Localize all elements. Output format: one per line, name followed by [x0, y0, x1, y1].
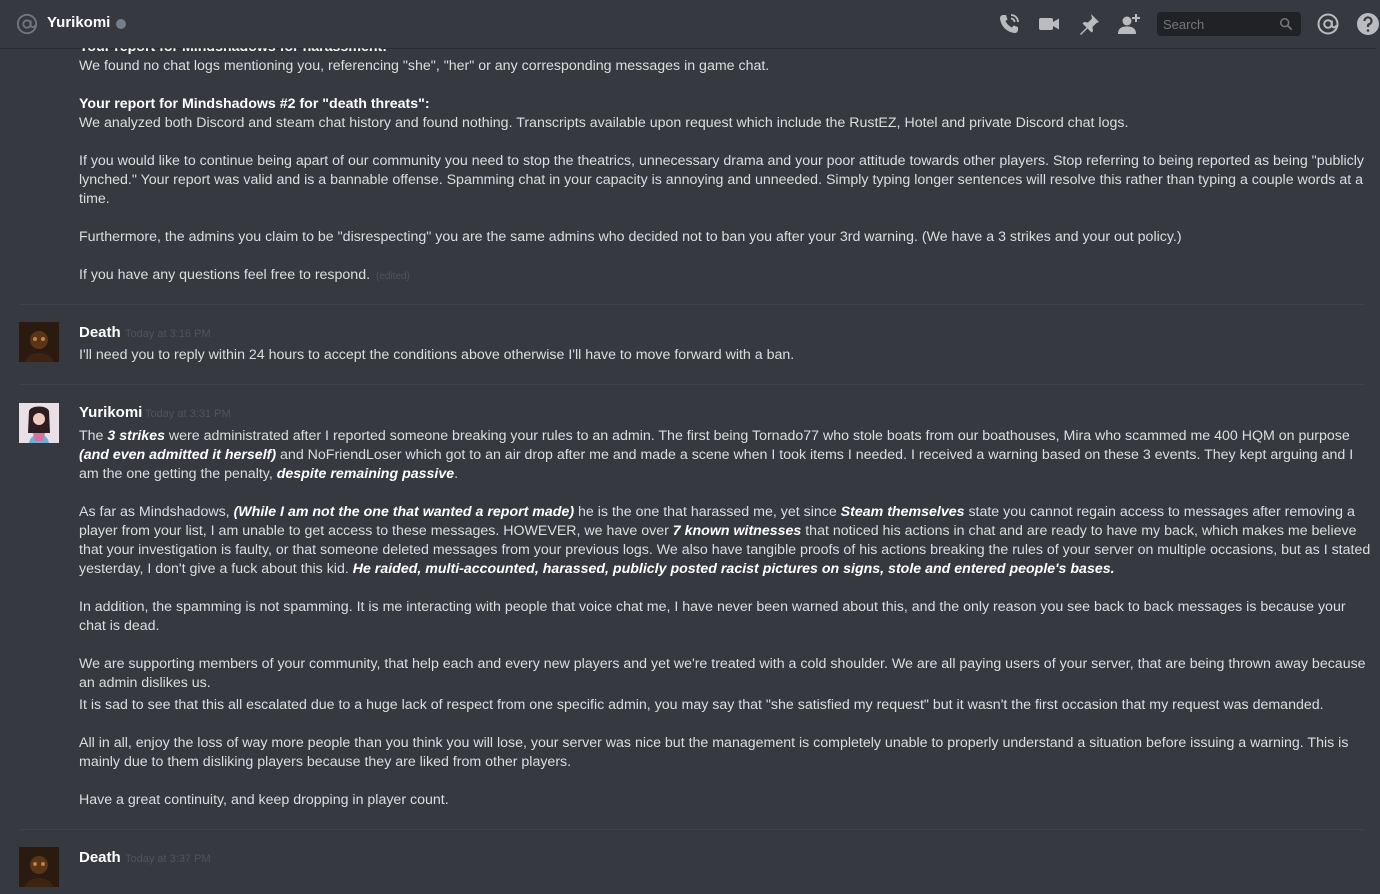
timestamp: Today at 3:16 PM	[125, 328, 211, 340]
timestamp: Today at 3:37 PM	[125, 853, 211, 865]
mention-icon[interactable]	[1316, 12, 1340, 36]
message-heading: Your report for Mindshadows #2 for "death threats":	[79, 96, 430, 112]
add-member-icon[interactable]	[1117, 12, 1141, 36]
message-text: We found no chat logs mentioning you, referencing "she", "her" or any corresponding messages in game chat.	[79, 58, 770, 74]
search-placeholder: Search	[1163, 17, 1205, 32]
message-text: Furthermore, the admins you claim to be "disrespecting" you are the same admins who decided not to ban you after your 3rd warning. (We have a 3 strikes and your out policy.)	[79, 229, 1182, 245]
message-text: It is sad to see that this all escalated due to a huge lack of respect from one specific admin, you may say that "she satisfied my request" but it wasn't the first occasion that my request was demanded.	[79, 697, 1324, 713]
message-divider	[20, 829, 1364, 830]
message-text: We analyzed both Discord and steam chat history and found nothing. Transcripts available upon request which include the RustEZ, Hotel and private Discord chat logs.	[79, 115, 1129, 131]
username[interactable]: Death	[79, 324, 121, 341]
message-text: We are supporting members of your community, that help each and every new players and yet we're treated with a cold shoulder. We are all paying users of your server, that are being thrown away because an admin dislikes us.	[79, 656, 1366, 691]
message-text: The 3 strikes were administrated after I reported someone breaking your rules to an admin. The first being Tornado77 who stole boats from our boathouses, Mira who scammed me 400 HQM on purpose (and even admitted it herself) and NoFriendLoser which got to an air drop after me and made a scene when I took items I needed. I received a warning based on these 3 events. They kept arguing and I am the one getting the penalty, despite remaining passive.	[79, 428, 1354, 482]
at-icon	[16, 13, 38, 35]
message-text: All in all, enjoy the loss of way more people than you think you will lose, your server was nice but the management is completely unable to properly understand a situation before issuing a warning. This is mainly due to them disliking players because they are liked from other players.	[79, 735, 1349, 770]
message-text: I'll need you to reply within 24 hours to accept the conditions above otherwise I'll have to move forward with a ban.	[79, 347, 795, 363]
message-divider	[20, 304, 1364, 305]
search-bar[interactable]	[1157, 12, 1301, 36]
help-icon[interactable]	[1356, 12, 1380, 36]
message-text: If you would like to continue being apart of our community you need to stop the theatrics, unnecessary drama and your poor attitude towards other players. Stop referring to being reported as being "publicly lynched." Your report was valid and is a bannable offense. Spamming chat in your capacity is annoying and unneeded. Simply typing longer sentences will resolve this rather than typing a couple words at a time.	[79, 153, 1365, 207]
message-list[interactable]	[0, 48, 1376, 894]
call-icon[interactable]	[997, 12, 1021, 36]
message-text: In addition, the spamming is not spamming. It is me interacting with people that voice chat me, I have never been warned about this, and the only reason you see back to back messages is because your chat is dead.	[79, 599, 1346, 634]
message-text: If you have any questions feel free to respond. (edited)	[79, 267, 410, 283]
video-icon[interactable]	[1037, 12, 1061, 36]
search-icon	[1279, 17, 1293, 31]
message-text: As far as Mindshadows, (While I am not the one that wanted a report made) he is the one that harassed me, yet since Steam themselves state you cannot regain access to messages after removing a player from your list, I am unable to get access to these messages. HOWEVER, we have over 7 known witnesses that noticed his actions in chat and are ready to have my back, which makes me believe that your investigation is faulty, or that someone deleted messages from your previous logs. We also have tangible proofs of his actions breaking the rules of your server on multiple occasions, but as I stated yesterday, I don't give a fuck about this kid. He raided, multi-accounted, harassed, publicly posted racist pictures on signs, stole and entered people's bases.	[79, 504, 1371, 577]
avatar[interactable]	[19, 322, 59, 362]
pin-icon[interactable]	[1077, 12, 1101, 36]
channel-name: Yurikomi	[47, 14, 111, 31]
timestamp: Today at 3:31 PM	[145, 408, 231, 420]
username[interactable]: Yurikomi	[79, 404, 143, 421]
avatar[interactable]	[19, 403, 59, 443]
username[interactable]: Death	[79, 849, 121, 866]
edited-label: (edited)	[375, 271, 410, 282]
message-text: Have a great continuity, and keep dropping in player count.	[79, 792, 449, 808]
message-divider	[20, 384, 1364, 385]
channel-header	[0, 0, 1376, 48]
status-dot	[116, 19, 126, 29]
avatar[interactable]	[19, 847, 59, 875]
